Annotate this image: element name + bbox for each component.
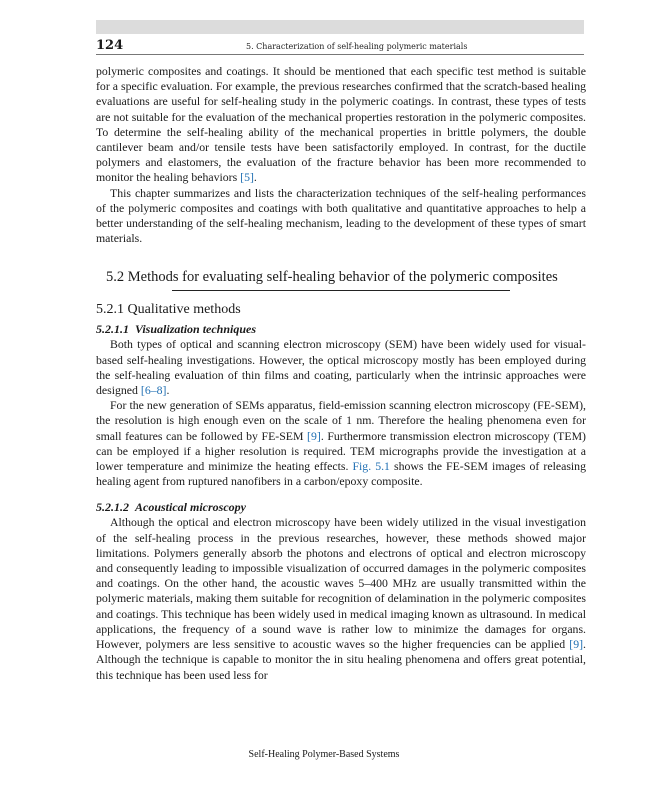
- citation-link[interactable]: [6–8]: [140, 383, 167, 398]
- book-title-footer: Self-Healing Polymer-Based Systems: [248, 749, 400, 760]
- chapter-title: 5. Characterization of self-healing polymeric materials: [246, 42, 468, 51]
- subsection-heading: 5.2.1 Qualitative methods: [96, 302, 241, 318]
- acoustical-p1-text-b: . Although the technique is capable to monitor the in situ healing phenomena and offers great potential, this technique has been used less for: [96, 637, 586, 682]
- visualization-p2-text-b: . Furthermore transmission electron microscopy (TEM) can be employed if a higher resolution is required. TEM micrographs provide the investigation at a lower temperature and minimize the heating effects.: [96, 428, 586, 474]
- acoustical-heading: [96, 499, 586, 515]
- visualization-heading: [96, 321, 586, 337]
- visualization-p2-text-a: For the new generation of SEMs apparatus, field-emission scanning electron microscopy (FE-SEM), the resolution is high enough even on the scale of 1 nm. Therefore the healing phenomena even for small features can be followed by FE-SEM: [96, 398, 586, 443]
- top-gray-band: [96, 20, 584, 34]
- page-number: 124: [96, 38, 124, 53]
- visualization-number: 5.2.1.1: [96, 322, 129, 337]
- citation-link[interactable]: [5]: [240, 170, 254, 185]
- section-underline: [172, 290, 510, 291]
- visualization-p1-end: .: [166, 383, 170, 398]
- acoustical-title: Acoustical microscopy: [135, 500, 246, 515]
- page-body: [96, 64, 586, 683]
- acoustical-paragraph-1: [96, 515, 586, 682]
- running-header: [96, 38, 584, 55]
- spacer: [96, 489, 586, 499]
- acoustical-number: 5.2.1.2: [96, 500, 129, 515]
- visualization-paragraph-2: [96, 398, 586, 489]
- intro-paragraph-1: [96, 64, 586, 186]
- intro-p1-end: .: [253, 170, 257, 185]
- visualization-title: Visualization techniques: [135, 322, 257, 337]
- intro-p1-text: polymeric composites and coatings. It should be mentioned that each specific test method is suitable for a specific evaluation. For example, the previous researches confirmed that the scratch-based healing evaluations are useful for self-healing study in the polymeric coatings. In contrast, these types of tests are not suitable for the evaluation of the mechanical properties restoration in the polymeric composites. To determine the self-healing ability of the mechanical properties in brittle polymers, the double cantilever beam and/or tensile tests have been satisfactorily employed. In contrast, for the ductile polymers and elastomers, the evaluation of the fracture behavior has been more recommended to monitor the healing behaviors: [96, 64, 586, 185]
- visualization-paragraph-1: [96, 337, 586, 398]
- figure-link[interactable]: Fig. 5.1: [352, 459, 390, 474]
- section-heading: 5.2 Methods for evaluating self-healing behavior of the polymeric composites: [106, 269, 558, 286]
- visualization-p1-text: Both types of optical and scanning electron microscopy (SEM) have been widely used for visual-based self-healing investigations. However, the optical microscopy mostly has been employed during the self-healing evaluation of thin films and coating, particularly when the intrinsic approaches were designed: [96, 337, 586, 398]
- acoustical-p1-text-a: Although the optical and electron microscopy have been widely utilized in the visual investigation of the self-healing process in the previous researches, however, these methods showed major limitations. Polymers generally absorb the photons and electrons of optical and electron microscopy and consequently leading to impossible visualization of occurred damages in the polymeric composites and coatings. On the other hand, the acoustic waves 5–400 MHz are usually transmitted within the polymeric materials, making them suitable for recognition of delamination in the polymeric composites and coatings. This technique has been widely used in medical imaging known as ultrasound. In medical applications, the frequency of a sound wave is rather low to minimize the damages for organs. However, polymers are less sensitive to acoustic waves so the higher frequencies can be applied: [96, 515, 586, 652]
- intro-paragraph-2: This chapter summarizes and lists the characterization techniques of the self-healing performances of the polymeric composites and coatings with both qualitative and quantitative approaches to help a better understanding of the self-healing mechanism, leading to the development of these types of smart materials.: [96, 185, 586, 246]
- citation-link[interactable]: [9]: [307, 428, 321, 443]
- visualization-p2-text-c: shows the FE-SEM images of releasing healing agent from ruptured nanofibers in a carbon/epoxy composite.: [96, 459, 586, 489]
- citation-link[interactable]: [9]: [569, 637, 584, 652]
